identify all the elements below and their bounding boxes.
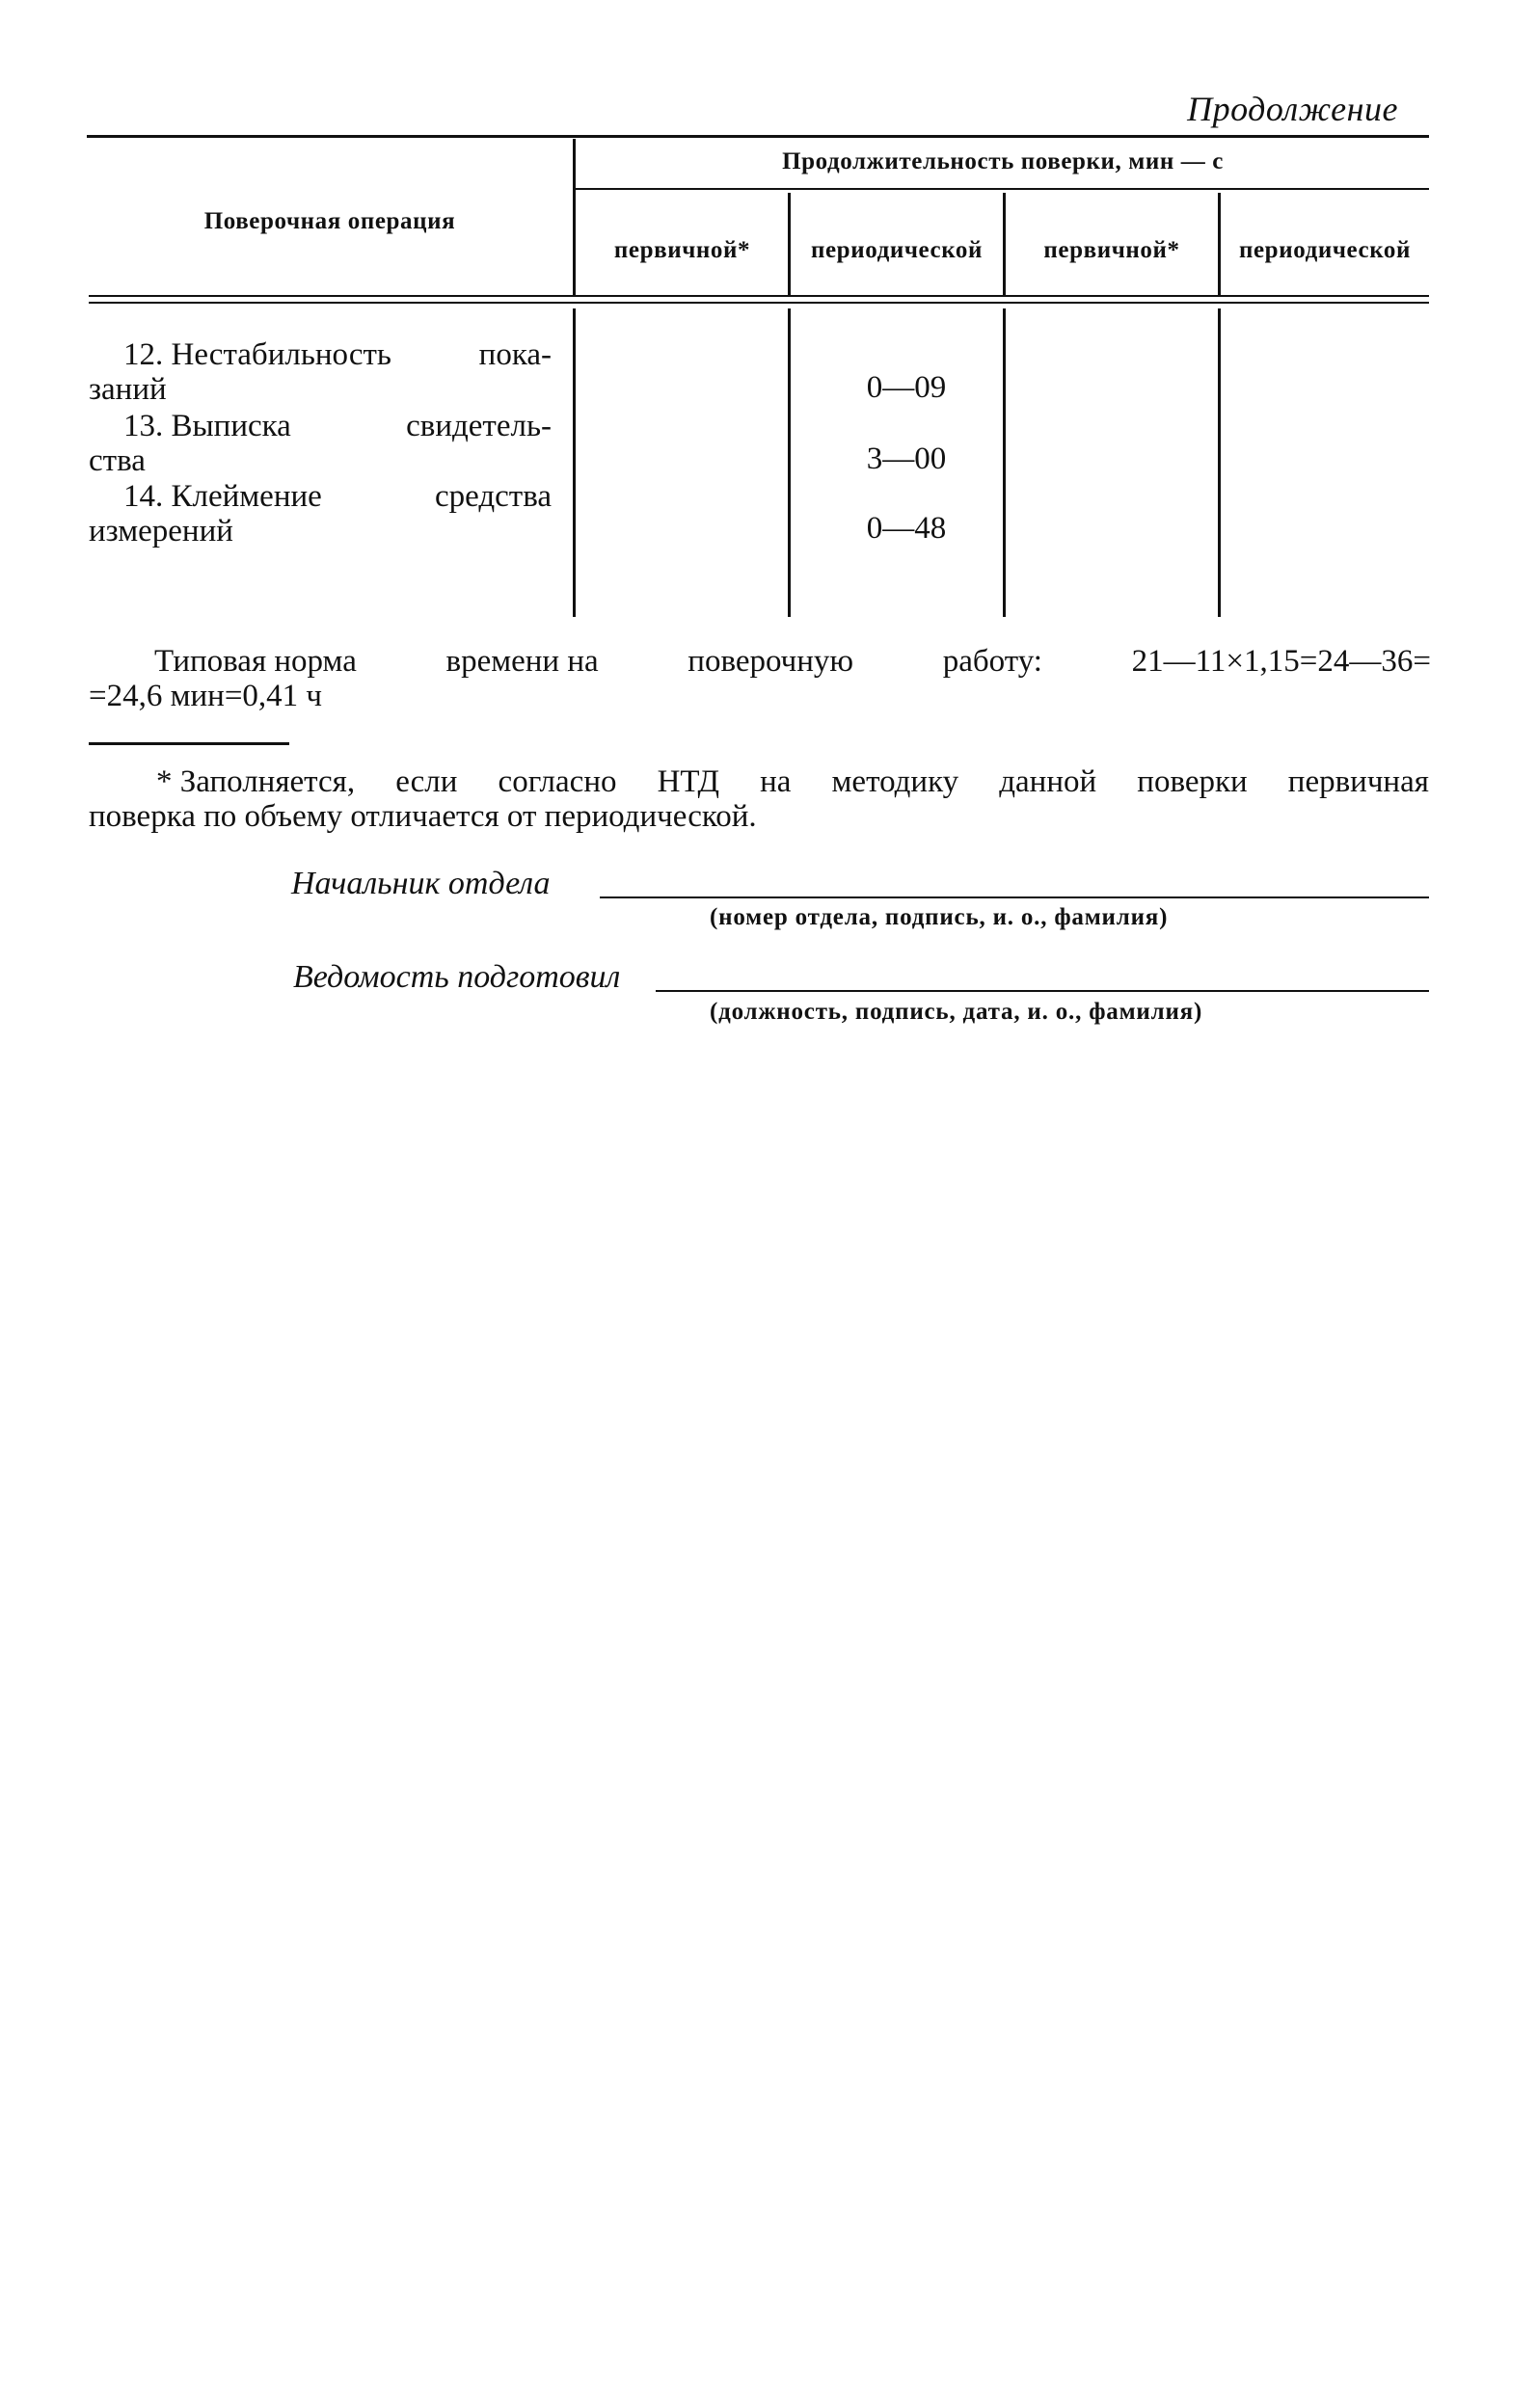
continuation-label: Продолжение — [1187, 90, 1398, 128]
table-row-14-operation: 14. Клеймение средства измерений — [89, 479, 552, 548]
head-of-department-signature-line — [600, 896, 1429, 898]
col-divider-1-header — [573, 139, 576, 295]
prepared-by-signature-line — [656, 990, 1429, 992]
col-divider-4-body — [1218, 308, 1221, 617]
col-divider-1-body — [573, 308, 576, 617]
header-bottom-rule-2 — [89, 302, 1429, 304]
table-row-12-value: 0—09 — [866, 370, 947, 405]
header-bottom-rule-1 — [89, 295, 1429, 297]
table-row-14-value: 0—48 — [866, 511, 947, 546]
head-of-department-hint: (номер отдела, подпись, и. о., фамилия) — [710, 904, 1169, 930]
header-col-primary-2: первичной* — [1043, 237, 1180, 263]
table-row-13-operation: 13. Выписка свидетель- ства — [89, 409, 552, 478]
table-row-13-value: 3—00 — [866, 441, 947, 476]
header-duration: Продолжительность поверки, мин — с — [782, 148, 1224, 174]
typical-time-norm: Типовая норма времени на поверочную работу: 21—11×1,15=24—36= =24,6 мин=0,41 ч — [89, 644, 1431, 713]
header-col-primary-1: первичной* — [613, 237, 751, 263]
footnote-separator — [89, 742, 289, 745]
head-of-department-label: Начальник отдела — [291, 866, 551, 901]
prepared-by-label: Ведомость подготовил — [293, 959, 621, 995]
header-col-periodic-2: периодической — [1238, 237, 1411, 263]
table-row-12-operation: 12. Нестабильность пока- заний — [89, 337, 552, 407]
footnote: * Заполняется, если согласно НТД на методику данной поверки первичная поверка по объему отличается от периодической. — [89, 764, 1429, 834]
duration-subheader-rule — [574, 188, 1429, 190]
header-col-periodic-1: периодической — [810, 237, 983, 263]
prepared-by-hint: (должность, подпись, дата, и. о., фамилия) — [710, 999, 1203, 1025]
table-top-rule — [87, 135, 1429, 138]
header-operation: Поверочная операция — [203, 208, 456, 234]
